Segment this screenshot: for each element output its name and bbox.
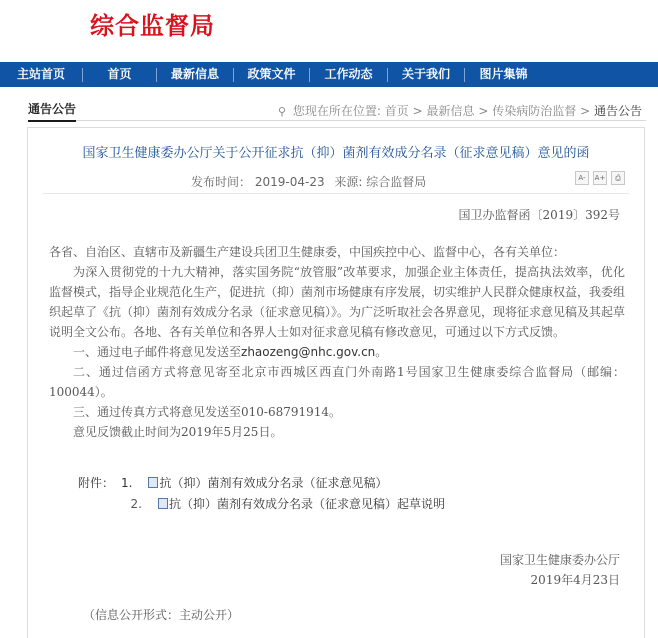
breadcrumb-separator: > [412, 104, 423, 118]
breadcrumb [278, 102, 642, 119]
article-body [49, 242, 625, 442]
meta-divider [43, 193, 629, 194]
nav-item-home[interactable]: 首页 [107, 67, 132, 81]
attachment-number: 1. [121, 476, 133, 490]
article-meta [191, 173, 426, 190]
feedback-item-mail: 二、通过信函方式将意见寄至北京市西城区西直门外南路1号国家卫生健康委综合监督局（邮编：100044）。 [49, 365, 625, 399]
article-tools [575, 171, 625, 185]
location-pin-icon: ⚲ [278, 105, 287, 118]
email-address[interactable]: zhaozeng@nhc.gov.cn [241, 345, 376, 359]
location-label: 您现在所在位置: [292, 104, 381, 118]
item-email-text: 一、通过电子邮件将意见发送至 [73, 345, 242, 359]
source-name: 综合监督局 [366, 175, 427, 189]
breadcrumb-home[interactable]: 首页 [384, 104, 409, 118]
publish-date: 2019-04-23 [254, 175, 325, 189]
article-panel [27, 127, 645, 638]
publish-label: 发布时间： [191, 175, 252, 189]
site-header [0, 0, 658, 62]
nav-item-policy[interactable]: 政策文件 [247, 67, 296, 81]
attachment-link-1[interactable]: 抗（抑）菌剂有效成分名录（征求意见稿） [159, 476, 388, 490]
breadcrumb-current: 通告公告 [593, 104, 642, 118]
print-icon[interactable]: ⎙ [611, 171, 625, 185]
section-label: 通告公告 [28, 100, 76, 122]
item-email-suffix: 。 [375, 345, 388, 359]
attachment-row [78, 474, 387, 491]
nav-item-about[interactable]: 关于我们 [401, 67, 450, 81]
main-nav [0, 62, 658, 87]
paragraph-intro: 为深入贯彻党的十九大精神，落实国务院“放管服”改革要求，加强企业主体责任，提高执法效率，优化监督模式，指导企业规范化生产，促进抗（抑）菌剂市场健康有序发展，切实维护人民群众健康权益，我委组织起草了《抗（抑）菌剂有效成分名录（征求意见稿）》。为广泛听取社会各界意见，现将征求意见稿及其起草说明全文公布。各地、各有关单位和各界人士如对征求意见稿有修改意见，可通过以下方式反馈。 [49, 265, 626, 339]
disclosure-note: （信息公开形式：主动公开） [83, 608, 240, 622]
font-decrease-icon[interactable]: A- [575, 171, 589, 185]
feedback-item-email [49, 342, 625, 362]
feedback-deadline: 意见反馈截止时间为2019年5月25日。 [73, 425, 283, 439]
signature-date: 2019年4月23日 [530, 573, 620, 587]
breadcrumb-separator: > [580, 104, 591, 118]
font-increase-icon[interactable]: A+ [593, 171, 607, 185]
breadcrumb-bar [28, 98, 646, 121]
attachment-number: 2. [130, 497, 142, 511]
nav-item-gallery[interactable]: 图片集锦 [479, 67, 528, 81]
article-title: 国家卫生健康委办公厅关于公开征求抗（抑）菌剂有效成分名录（征求意见稿）意见的函 [82, 146, 590, 161]
nav-item-latest[interactable]: 最新信息 [170, 67, 219, 81]
signature-org: 国家卫生健康委办公厅 [499, 553, 620, 567]
source-label: 来源: [334, 175, 363, 189]
breadcrumb-infectious-disease[interactable]: 传染病防治监督 [492, 104, 577, 118]
attachments-label: 附件： [78, 476, 115, 490]
document-number: 国卫办监督函〔2019〕392号 [458, 208, 620, 222]
attachment-link-2[interactable]: 抗（抑）菌剂有效成分名录（征求意见稿）起草说明 [169, 497, 446, 511]
site-title[interactable]: 综合监督局 [90, 12, 215, 40]
document-icon [158, 498, 168, 509]
attachment-row [78, 495, 445, 512]
salutation: 各省、自治区、直辖市及新疆生产建设兵团卫生健康委，中国疾控中心、监督中心，各有关单位： [49, 245, 566, 259]
feedback-item-fax: 三、通过传真方式将意见发送至010-68791914。 [73, 405, 342, 419]
nav-item-main-home[interactable]: 主站首页 [16, 67, 65, 81]
document-icon [148, 477, 158, 488]
breadcrumb-separator: > [478, 104, 489, 118]
nav-item-work-news[interactable]: 工作动态 [324, 67, 373, 81]
breadcrumb-latest[interactable]: 最新信息 [426, 104, 475, 118]
